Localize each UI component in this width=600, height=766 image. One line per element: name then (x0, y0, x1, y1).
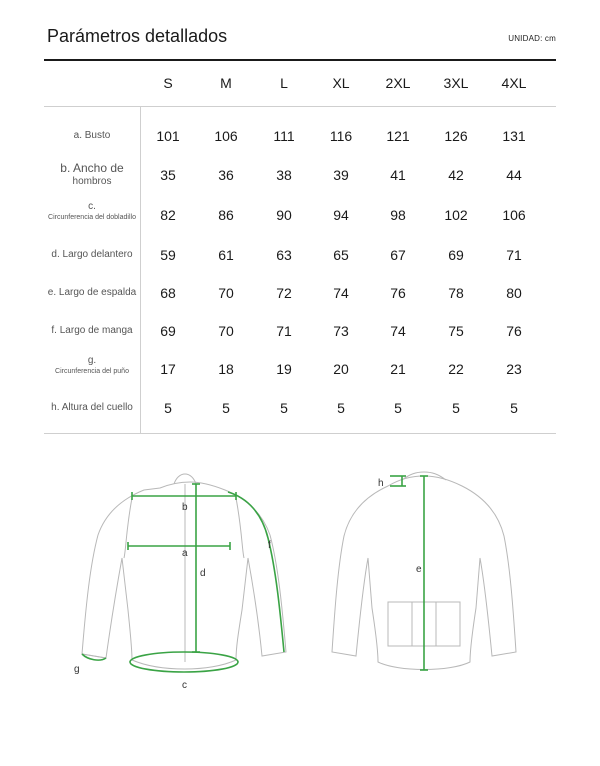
label-b: b (182, 502, 188, 513)
label-column-divider (140, 106, 141, 433)
size-header-s: S (163, 75, 173, 91)
label-f: f (268, 540, 271, 551)
row-label-d-line1: d. Largo delantero (51, 249, 133, 260)
value-f-4xl: 76 (506, 323, 522, 339)
value-e-l: 72 (276, 285, 292, 301)
value-d-2xl: 67 (390, 247, 406, 263)
value-d-l: 63 (276, 247, 292, 263)
value-d-3xl: 69 (448, 247, 464, 263)
row-label-d (44, 249, 140, 262)
value-g-4xl: 23 (506, 361, 522, 377)
label-d: d (200, 568, 206, 579)
value-f-2xl: 74 (390, 323, 406, 339)
value-c-2xl: 98 (390, 207, 406, 223)
value-h-xl: 5 (337, 400, 345, 416)
page-title: Parámetros detallados (47, 26, 228, 46)
value-a-4xl: 131 (502, 128, 526, 144)
row-label-c-line2: Circunferencia del dobladillo (48, 213, 136, 221)
row-label-f (44, 325, 140, 338)
value-h-m: 5 (222, 400, 230, 416)
value-h-2xl: 5 (394, 400, 402, 416)
size-header-2xl: 2XL (385, 75, 411, 91)
header-rule (44, 106, 556, 107)
row-label-b-line2: hombros (72, 176, 112, 187)
row-label-a-line1: a. Busto (73, 130, 111, 141)
size-header-3xl: 3XL (443, 75, 469, 91)
label-c: c (182, 680, 187, 691)
row-label-g-line1: g. (87, 355, 97, 366)
value-a-m: 106 (214, 128, 238, 144)
row-label-e-line1: e. Largo de espalda (47, 287, 137, 298)
value-f-l: 71 (276, 323, 292, 339)
value-a-2xl: 121 (386, 128, 410, 144)
value-g-s: 17 (160, 361, 176, 377)
row-label-c (44, 201, 140, 222)
value-e-s: 68 (160, 285, 176, 301)
row-label-e (44, 287, 140, 300)
label-h: h (378, 478, 384, 489)
value-b-xl: 39 (333, 167, 349, 183)
label-g: g (74, 664, 80, 675)
label-a: a (182, 548, 188, 559)
value-b-s: 35 (160, 167, 176, 183)
value-b-3xl: 42 (448, 167, 464, 183)
row-label-h (44, 402, 140, 415)
size-header-m: M (220, 75, 232, 91)
value-a-3xl: 126 (444, 128, 468, 144)
garment-diagram (0, 440, 600, 700)
value-d-xl: 65 (333, 247, 349, 263)
unit-label: UNIDAD: cm (508, 34, 556, 43)
size-header-4xl: 4XL (501, 75, 527, 91)
value-f-xl: 73 (333, 323, 349, 339)
row-label-b-line1: b. Ancho de (60, 161, 124, 175)
value-c-m: 86 (218, 207, 234, 223)
value-g-3xl: 22 (448, 361, 464, 377)
row-label-g (44, 355, 140, 376)
row-label-g-line2: Circunferencia del puño (55, 367, 129, 375)
value-c-s: 82 (160, 207, 176, 223)
value-f-m: 70 (218, 323, 234, 339)
value-h-s: 5 (164, 400, 172, 416)
value-c-4xl: 106 (502, 207, 526, 223)
value-e-3xl: 78 (448, 285, 464, 301)
value-g-2xl: 21 (390, 361, 406, 377)
value-h-4xl: 5 (510, 400, 518, 416)
value-d-m: 61 (218, 247, 234, 263)
value-a-xl: 116 (329, 128, 353, 144)
value-g-xl: 20 (333, 361, 349, 377)
value-g-l: 19 (276, 361, 292, 377)
row-label-c-line1: c. (88, 201, 96, 212)
value-f-3xl: 75 (448, 323, 464, 339)
size-header-l: L (280, 75, 288, 91)
value-h-3xl: 5 (452, 400, 460, 416)
label-e: e (416, 564, 422, 575)
value-b-m: 36 (218, 167, 234, 183)
row-label-h-line1: h. Altura del cuello (51, 402, 133, 413)
value-c-xl: 94 (333, 207, 349, 223)
value-b-2xl: 41 (390, 167, 406, 183)
value-b-4xl: 44 (506, 167, 522, 183)
value-d-s: 59 (160, 247, 176, 263)
value-a-l: 111 (273, 128, 295, 144)
value-f-s: 69 (160, 323, 176, 339)
value-e-4xl: 80 (506, 285, 522, 301)
top-rule (44, 59, 556, 61)
row-label-f-line1: f. Largo de manga (51, 325, 133, 336)
value-d-4xl: 71 (506, 247, 522, 263)
row-label-a (44, 130, 140, 143)
value-g-m: 18 (218, 361, 234, 377)
value-c-3xl: 102 (444, 207, 468, 223)
value-b-l: 38 (276, 167, 292, 183)
value-e-2xl: 76 (390, 285, 406, 301)
value-a-s: 101 (156, 128, 180, 144)
bottom-rule (44, 433, 556, 434)
value-h-l: 5 (280, 400, 288, 416)
value-e-m: 70 (218, 285, 234, 301)
size-header-xl: XL (332, 75, 350, 91)
value-c-l: 90 (276, 207, 292, 223)
row-label-b (44, 161, 140, 189)
value-e-xl: 74 (333, 285, 349, 301)
